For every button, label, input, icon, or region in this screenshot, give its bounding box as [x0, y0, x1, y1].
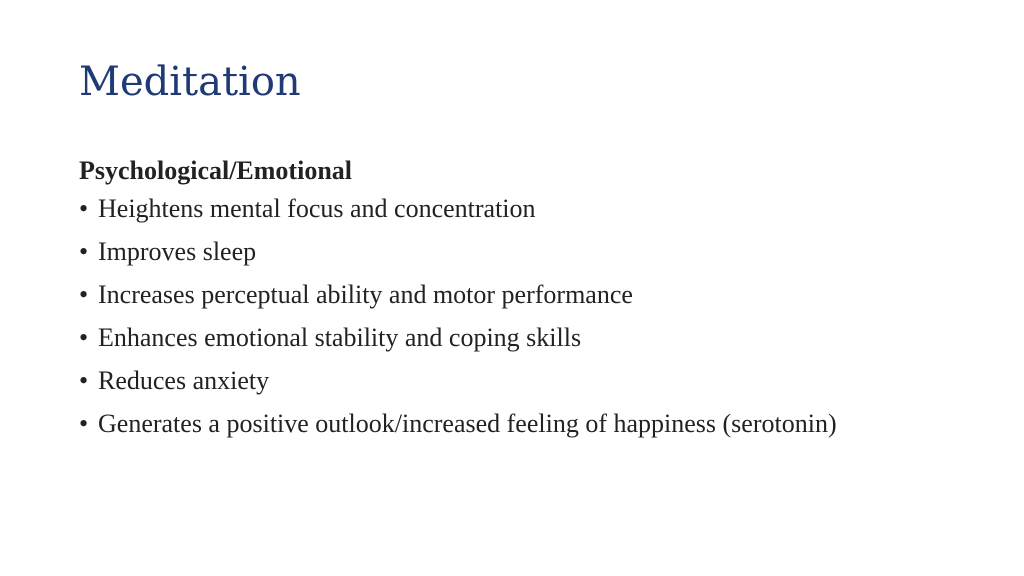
- slide-title: Meditation: [79, 59, 301, 105]
- section-subheading: Psychological/Emotional: [79, 156, 352, 185]
- bullet-icon: •: [79, 194, 89, 223]
- slide-content: [79, 152, 979, 450]
- bullet-item: [79, 192, 979, 226]
- bullet-text: Generates a positive outlook/increased feeling of happiness (serotonin): [98, 409, 837, 438]
- bullet-text: Improves sleep: [98, 237, 257, 266]
- bullet-item: [79, 321, 979, 355]
- bullet-item: [79, 364, 979, 398]
- bullet-icon: •: [79, 280, 89, 309]
- bullet-item: [79, 278, 979, 312]
- bullet-icon: •: [79, 409, 89, 438]
- bullet-icon: •: [79, 366, 89, 395]
- bullet-list: [79, 192, 979, 441]
- bullet-text: Heightens mental focus and concentration: [98, 194, 536, 223]
- bullet-item: [79, 407, 979, 441]
- bullet-icon: •: [79, 323, 89, 352]
- bullet-text: Enhances emotional stability and coping skills: [98, 323, 582, 352]
- bullet-icon: •: [79, 237, 89, 266]
- bullet-text: Increases perceptual ability and motor performance: [98, 280, 633, 309]
- bullet-item: [79, 235, 979, 269]
- bullet-text: Reduces anxiety: [98, 366, 270, 395]
